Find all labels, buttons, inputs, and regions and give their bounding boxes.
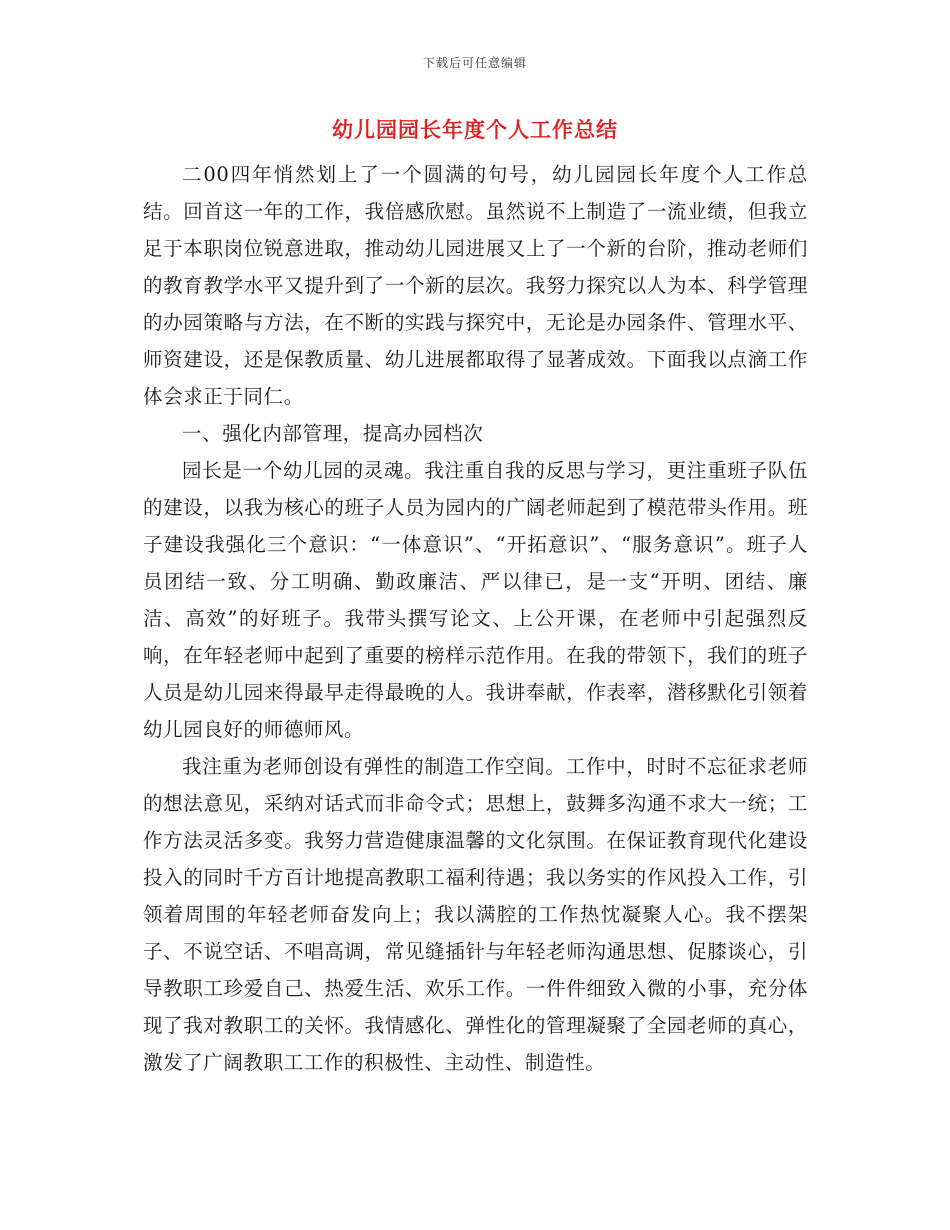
document-title: 幼儿园园长年度个人工作总结 bbox=[332, 117, 618, 142]
paragraph-intro: 二00四年悄然划上了一个圆满的句号，幼儿园园长年度个人工作总结。回首这一年的工作，我倍感欣慰。虽然说不上制造了一流业绩，但我立足于本职岗位锐意进取，推动幼儿园进展又上了一个新的台阶，推动老师们的教育教学水平又提升到了一个新的层次。我努力探究以人为本、科学管理的办园策略与方法，在不断的实践与探究中，无论是办园条件、管理水平、师资建设，还是保教质量、幼儿进展都取得了显著成效。下面我以点滴工作体会求正于同仁。 bbox=[143, 163, 808, 408]
document-body bbox=[143, 156, 808, 1081]
paragraph-leadership: 园长是一个幼儿园的灵魂。我注重自我的反思与学习，更注重班子队伍的建设，以我为核心的班子人员为园内的广阔老师起到了模范带头作用。班子建设我强化三个意识：“一体意识”、“开拓意识”、“服务意识”。班子人员团结一致、分工明确、勤政廉洁、严以律已，是一支“开明、团结、廉洁、高效”的好班子。我带头撰写论文、上公开课，在老师中引起强烈反响，在年轻老师中起到了重要的榜样示范作用。在我的带领下，我们的班子人员是幼儿园来得最早走得最晚的人。我讲奉献，作表率，潜移默化引领着幼儿园良好的师德师风。 bbox=[143, 459, 808, 741]
section-heading: 一、强化内部管理，提高办园档次 bbox=[182, 422, 484, 445]
header-note: 下载后可任意编辑 bbox=[422, 56, 527, 70]
paragraph-workspace: 我注重为老师创设有弹性的制造工作空间。工作中，时时不忘征求老师的想法意见，采纳对话式而非命令式；思想上，鼓舞多沟通不求大一统；工作方法灵活多变。我努力营造健康温馨的文化氛围。在保证教育现代化建设投入的同时千方百计地提高教职工福利待遇；我以务实的作风投入工作，引领着周围的年轻老师奋发向上；我以满腔的工作热忱凝聚人心。我不摆架子、不说空话、不唱高调，常见缝插针与年轻老师沟通思想、促膝谈心，引导教职工珍爱自己、热爱生活、欢乐工作。一件件细致入微的小事，充分体现了我对教职工的关怀。我情感化、弹性化的管理凝聚了全园老师的真心，激发了广阔教职工工作的积极性、主动性、制造性。 bbox=[143, 755, 808, 1074]
